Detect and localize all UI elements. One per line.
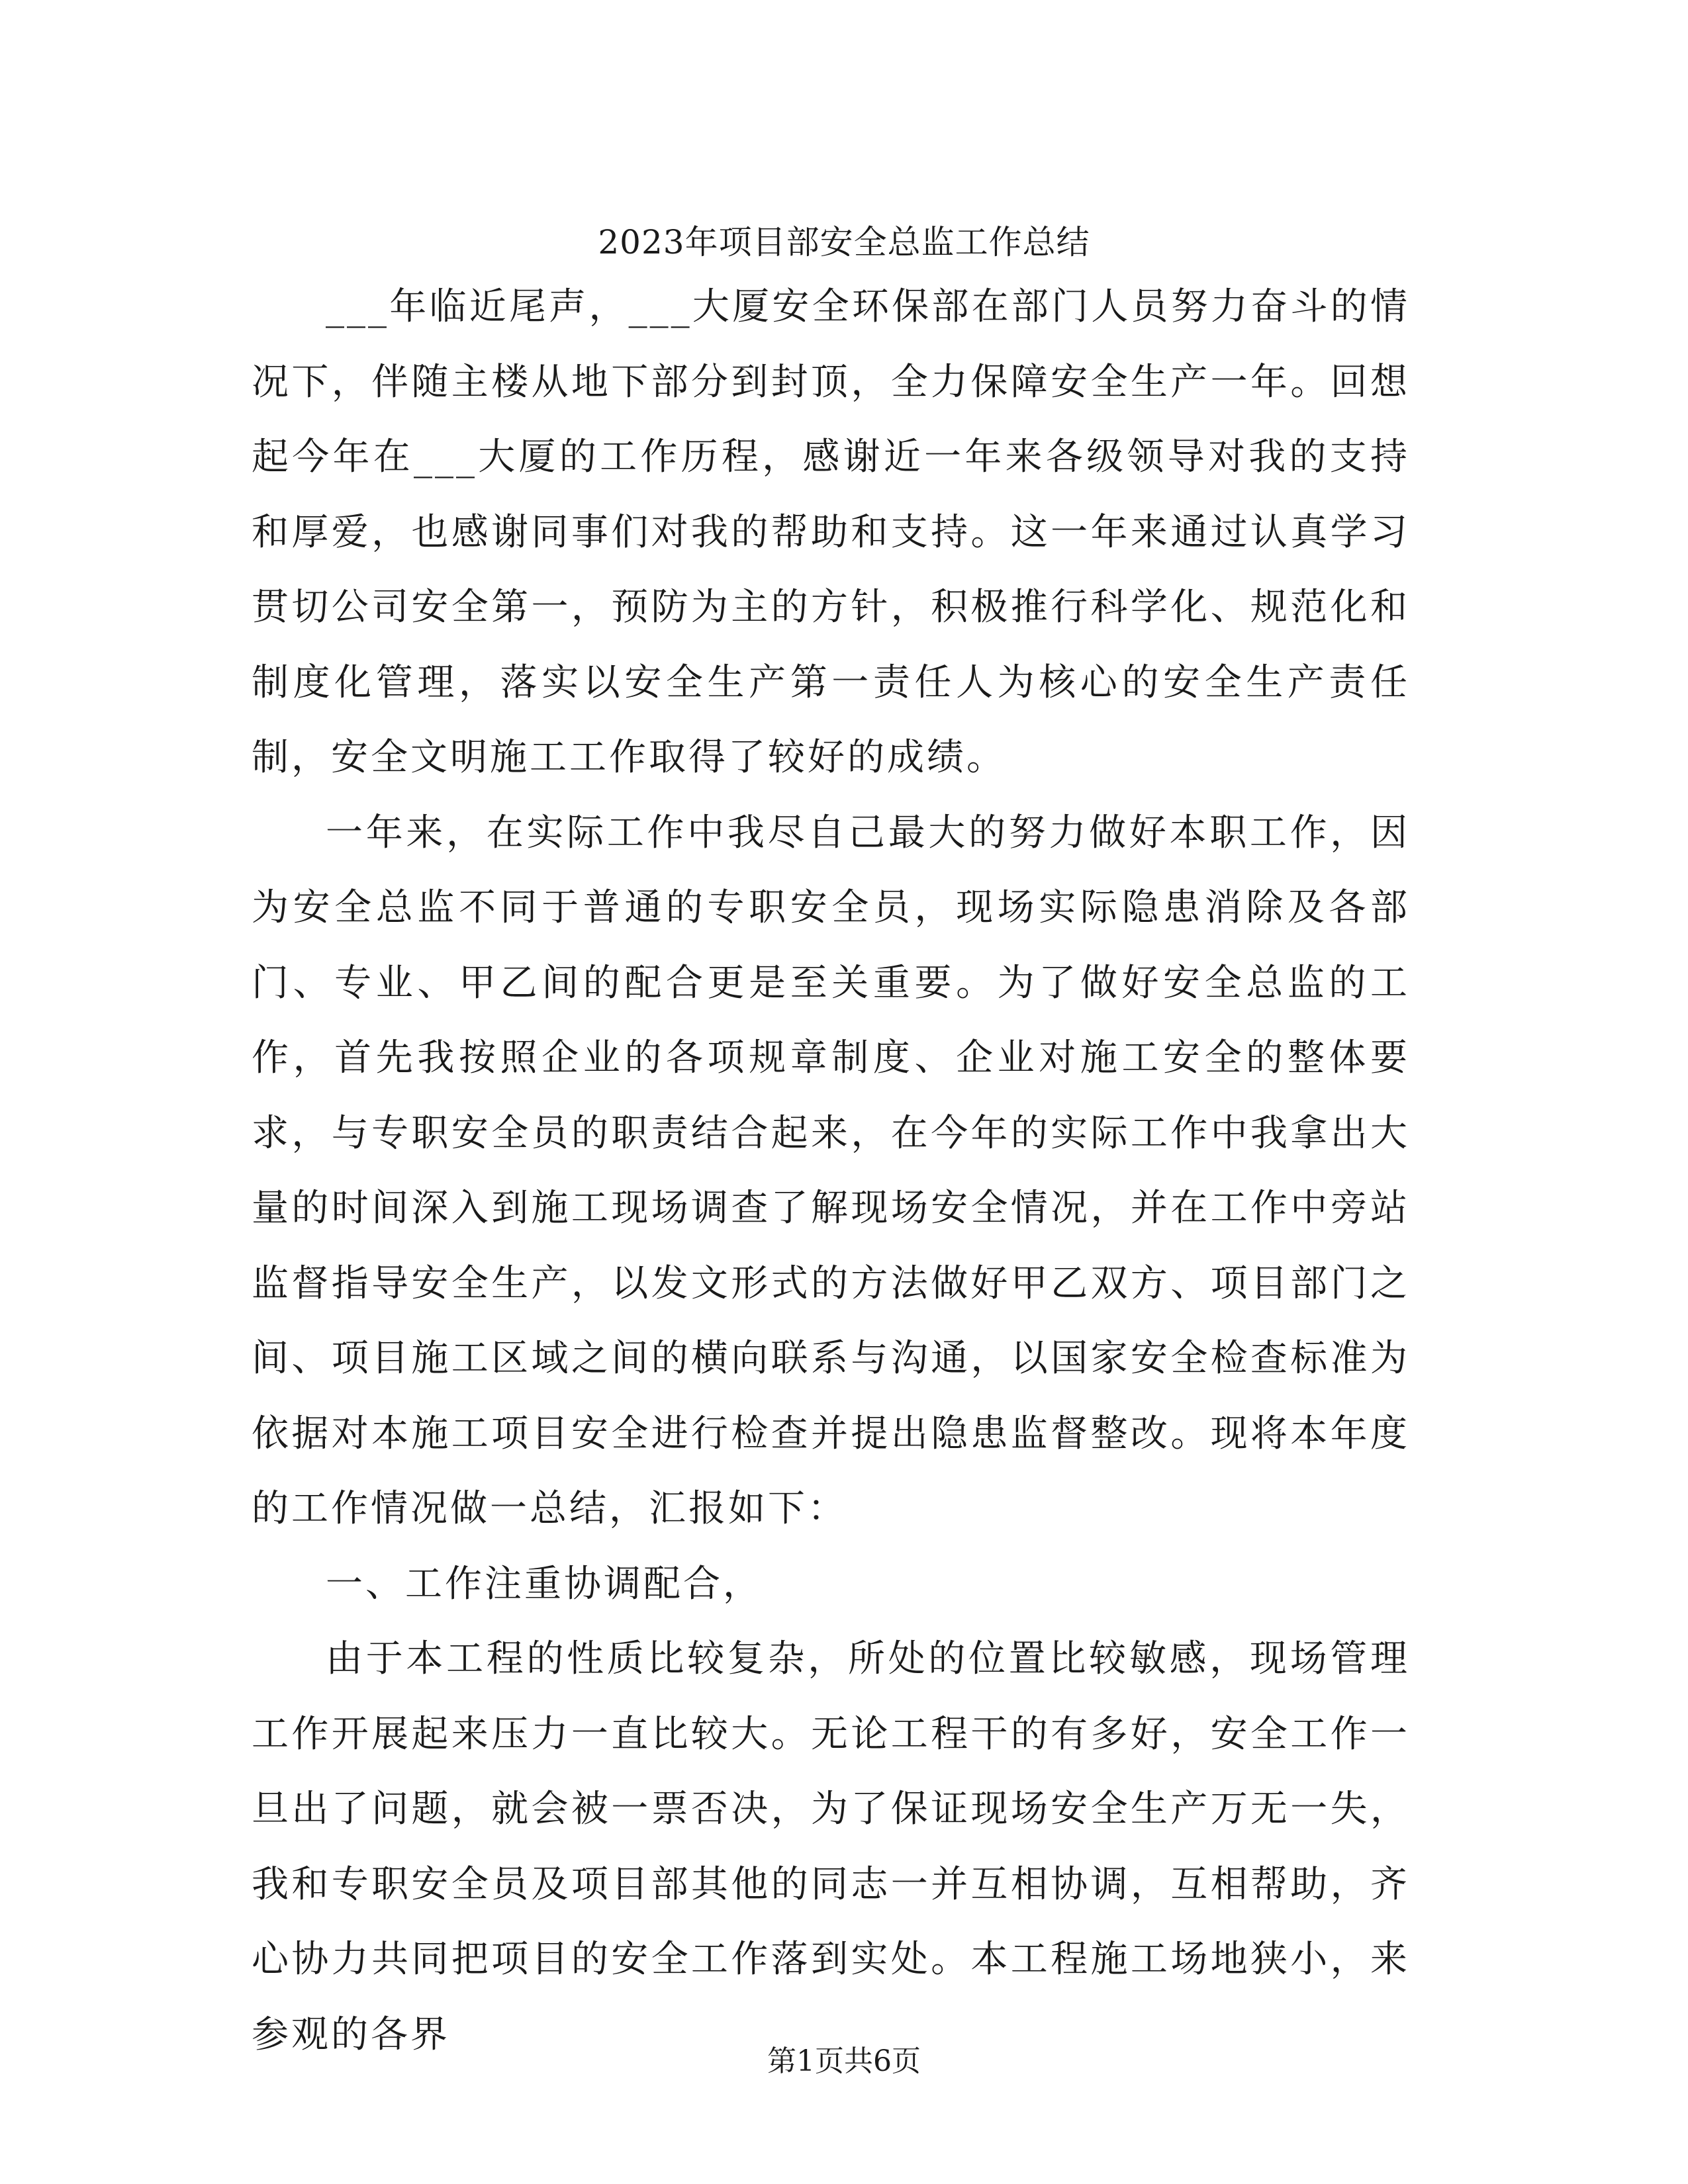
document-body (252, 269, 1410, 2072)
section-heading-1: 一、工作注重协调配合， (326, 1562, 763, 1606)
document-title: 2023年项目部安全总监工作总结 (598, 222, 1090, 261)
page-number-footer: 第1页共6页 (767, 2044, 921, 2078)
paragraph-year-review: 一年来，在实际工作中我尽自己最大的努力做好本职工作，因为安全总监不同于普通的专职安全员，现场实际隐患消除及各部门、专业、甲乙间的配合更是至关重要。为了做好安全总监的工作，首先我按照企业的各项规章制度、企业对施工安全的整体要求，与专职安全员的职责结合起来，在今年的实际工作中我拿出大量的时间深入到施工现场调查了解现场安全情况，并在工作中旁站监督指导安全生产，以发文形式的方法做好甲乙双方、项目部门之间、项目施工区域之间的横向联系与沟通，以国家安全检查标准为依据对本施工项目安全进行检查并提出隐患监督整改。现将本年度的工作情况做一总结，汇报如下： (252, 811, 1410, 1530)
paragraph-coordination: 由于本工程的性质比较复杂，所处的位置比较敏感，现场管理工作开展起来压力一直比较大。无论工程干的有多好，安全工作一旦出了问题，就会被一票否决，为了保证现场安全生产万无一失，我和专职安全员及项目部其他的同志一并互相协调，互相帮助，齐心协力共同把项目的安全工作落到实处。本工程施工场地狭小，来参观的各界 (252, 1637, 1410, 2056)
paragraph-intro: ___年临近尾声，___大厦安全环保部在部门人员努力奋斗的情况下，伴随主楼从地下部分到封顶，全力保障安全生产一年。回想起今年在___大厦的工作历程，感谢近一年来各级领导对我的支持和厚爱，也感谢同事们对我的帮助和支持。这一年来通过认真学习贯切公司安全第一，预防为主的方针，积极推行科学化、规范化和制度化管理，落实以安全生产第一责任人为核心的安全生产责任制，安全文明施工工作取得了较好的成绩。 (252, 285, 1410, 779)
